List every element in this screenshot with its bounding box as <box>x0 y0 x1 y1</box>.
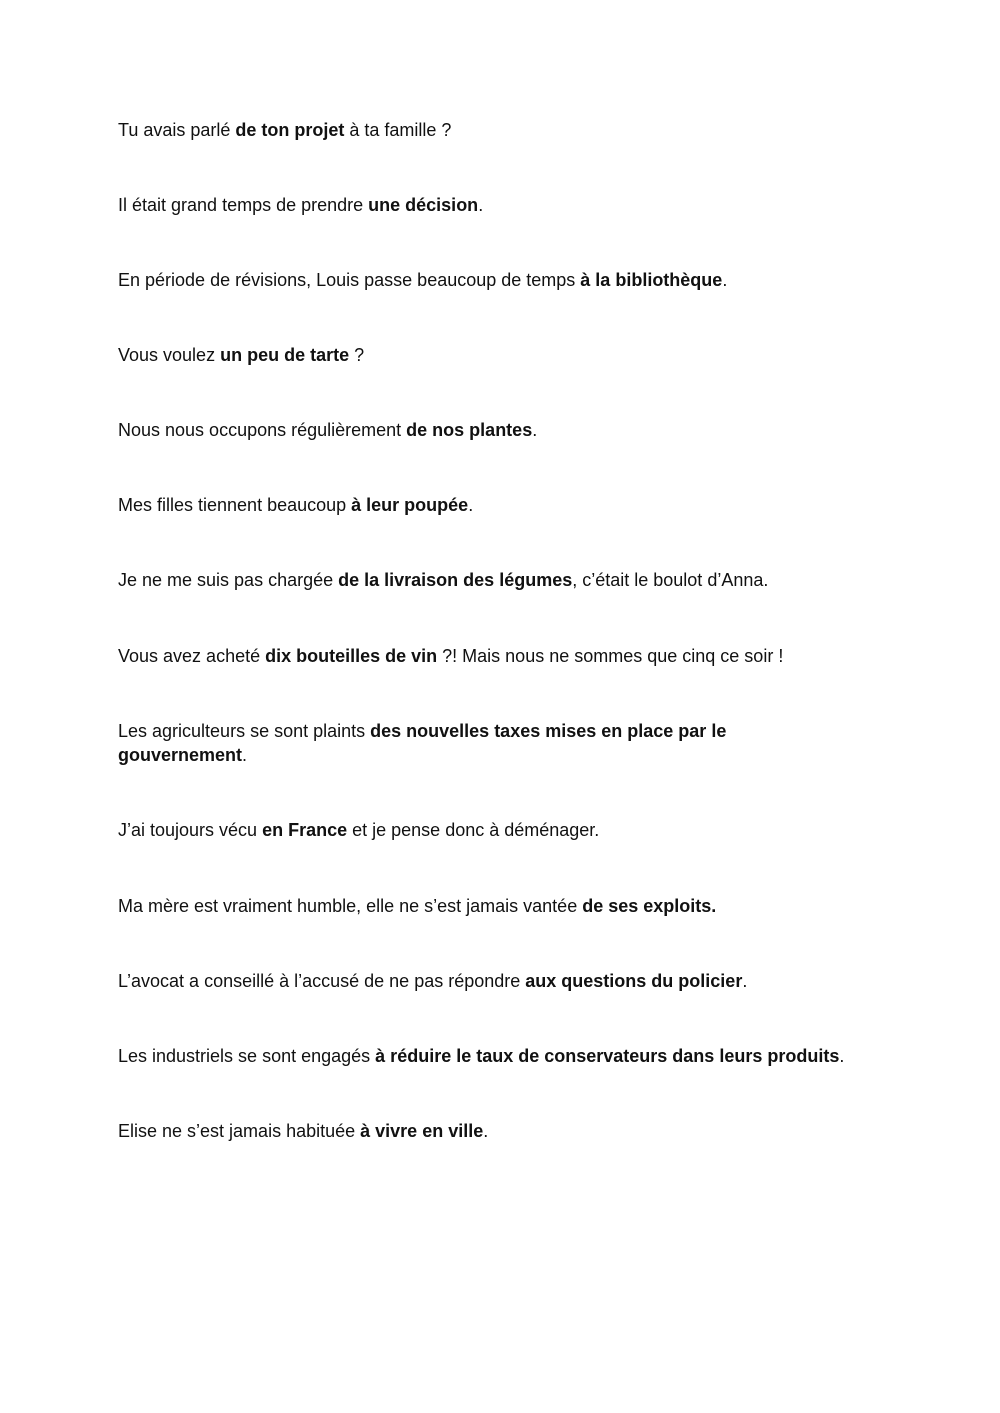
sentence-13 <box>118 1044 844 1068</box>
sentence-text: . <box>468 495 474 515</box>
sentence-bold-answer: à la bibliothèque <box>580 270 723 290</box>
sentence-text: Je ne me suis pas chargée <box>118 570 339 590</box>
sentence-14 <box>118 1119 488 1143</box>
sentence-text: . <box>242 745 248 765</box>
sentence-bold-answer: un peu de tarte <box>220 345 350 365</box>
sentence-text: L’avocat a conseillé à l’accusé de ne pas répondre <box>118 971 526 991</box>
sentence-text: à ta famille ? <box>344 120 452 140</box>
sentence-6 <box>118 493 473 517</box>
sentence-5 <box>118 418 537 442</box>
sentence-text: Elise ne s’est jamais habituée <box>118 1121 361 1141</box>
sentence-text: Vous avez acheté <box>118 646 266 666</box>
sentence-text: Les industriels se sont engagés <box>118 1046 376 1066</box>
sentence-text: Il était grand temps de prendre <box>118 195 369 215</box>
sentence-text: Nous nous occupons régulièrement <box>118 420 407 440</box>
sentence-1 <box>118 118 451 142</box>
sentence-bold-answer: de nos plantes <box>406 420 533 440</box>
sentence-bold-answer: de la livraison des légumes <box>338 570 573 590</box>
sentence-text: . <box>722 270 728 290</box>
sentence-3 <box>118 268 727 292</box>
sentence-bold-answer: à réduire le taux de conservateurs dans leurs produits <box>375 1046 840 1066</box>
sentence-bold-answer: aux questions du policier <box>525 971 743 991</box>
sentence-11 <box>118 894 716 918</box>
sentence-12 <box>118 969 747 993</box>
sentence-bold-answer: de ses exploits. <box>582 896 717 916</box>
sentence-text: En période de révisions, Louis passe beaucoup de temps <box>118 270 581 290</box>
sentence-8 <box>118 644 783 668</box>
sentence-bold-answer: une décision <box>368 195 479 215</box>
sentence-bold-answer: à vivre en ville <box>360 1121 484 1141</box>
sentence-text: Tu avais parlé <box>118 120 236 140</box>
sentence-text: ? <box>349 345 365 365</box>
sentence-text: Vous voulez <box>118 345 221 365</box>
sentence-10 <box>118 818 599 842</box>
sentence-text: et je pense donc à déménager. <box>347 820 600 840</box>
sentence-2 <box>118 193 483 217</box>
sentence-text: J’ai toujours vécu <box>118 820 263 840</box>
sentence-4 <box>118 343 364 367</box>
sentence-text: . <box>742 971 748 991</box>
sentence-9 <box>118 719 768 767</box>
sentence-text: Ma mère est vraiment humble, elle ne s’est jamais vantée <box>118 896 583 916</box>
sentence-text: ?! Mais nous ne sommes que cinq ce soir ! <box>437 646 784 666</box>
sentence-7 <box>118 568 768 592</box>
sentence-text: Mes filles tiennent beaucoup <box>118 495 352 515</box>
sentence-text: . <box>478 195 484 215</box>
sentence-bold-answer: dix bouteilles de vin <box>265 646 438 666</box>
sentence-bold-answer: des nouvelles taxes mises en place par le gouvernement <box>118 721 727 765</box>
sentence-text: . <box>839 1046 845 1066</box>
sentence-bold-answer: à leur poupée <box>351 495 469 515</box>
sentence-bold-answer: en France <box>262 820 348 840</box>
sentence-text: , c’était le boulot d’Anna. <box>572 570 769 590</box>
sentence-text: Les agriculteurs se sont plaints <box>118 721 371 741</box>
sentence-text: . <box>532 420 538 440</box>
sentence-bold-answer: de ton projet <box>235 120 345 140</box>
sentence-text: . <box>483 1121 489 1141</box>
